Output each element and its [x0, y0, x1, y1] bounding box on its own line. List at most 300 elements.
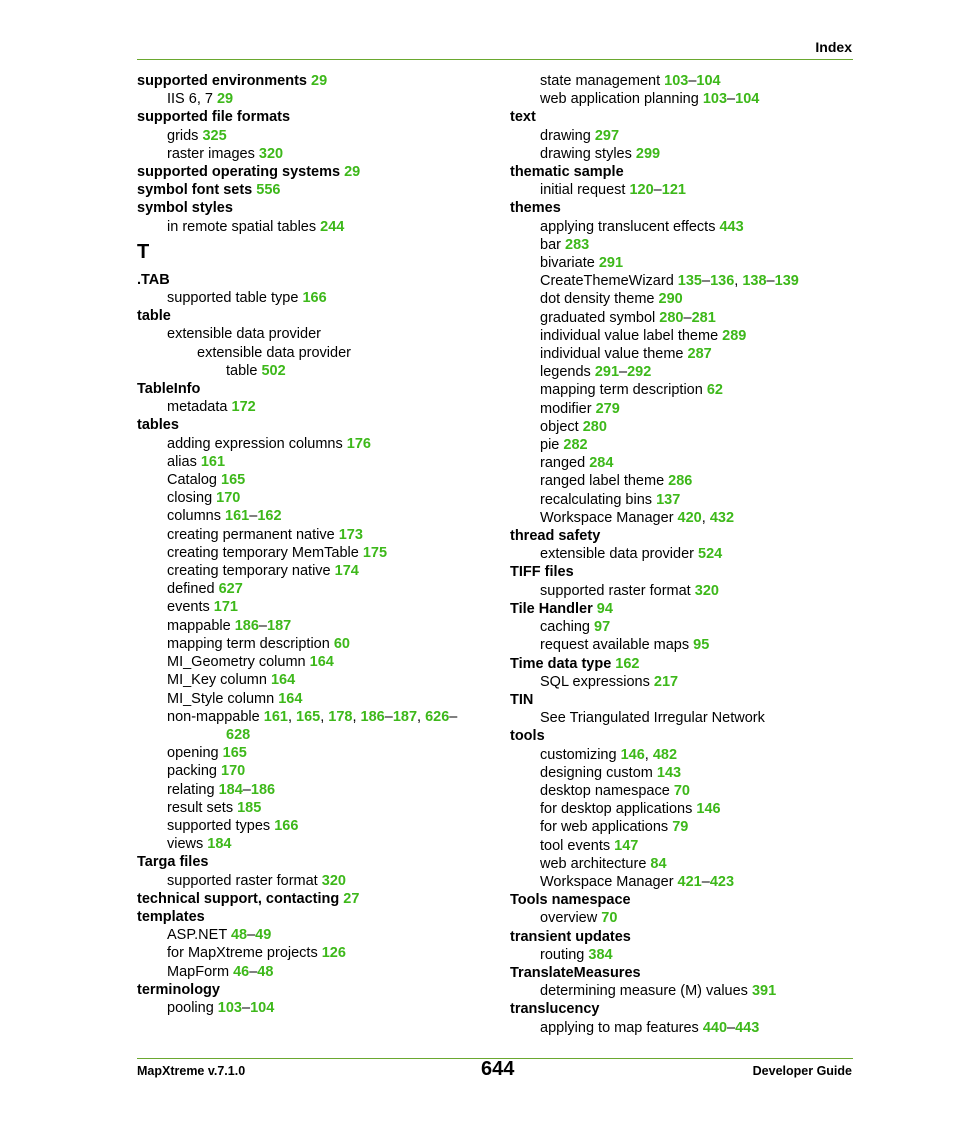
index-subentry — [510, 509, 853, 527]
page-link: 120 — [629, 182, 654, 199]
entry-term: MI_Key column — [167, 672, 271, 689]
index-subentry — [510, 145, 853, 163]
index-subentry — [137, 635, 497, 653]
index-subentry — [510, 345, 853, 363]
index-subentry — [137, 398, 497, 416]
entry-term: themes — [510, 200, 561, 217]
page-link: 104 — [735, 91, 760, 108]
range-dash: – — [653, 182, 662, 199]
entry-term: metadata — [167, 399, 232, 416]
index-subentry — [137, 544, 497, 562]
page-link: 286 — [668, 473, 693, 490]
page-link: 161 — [225, 508, 250, 525]
entry-term: creating permanent native — [167, 526, 339, 543]
entry-term: creating temporary MemTable — [167, 544, 363, 561]
page-link: 186 — [234, 617, 259, 634]
index-subentry — [510, 782, 853, 800]
entry-term: Time data type — [510, 655, 616, 672]
entry-term: request available maps — [540, 637, 694, 654]
page-link: 165 — [222, 745, 247, 762]
index-entry — [137, 853, 497, 871]
entry-term: Workspace Manager — [540, 509, 678, 526]
entry-term: supported table type — [167, 290, 303, 307]
page-link: 320 — [694, 582, 719, 599]
entry-term: templates — [137, 908, 205, 925]
page-link: 146 — [696, 801, 721, 818]
entry-term: columns — [167, 508, 226, 525]
page-link: 166 — [302, 290, 327, 307]
index-entry — [510, 563, 853, 581]
page-link: 137 — [656, 491, 681, 508]
page-link: 284 — [589, 455, 614, 472]
page-link: 126 — [321, 945, 346, 962]
index-subentry — [137, 835, 497, 853]
page-link: 29 — [344, 164, 361, 181]
page-link: 79 — [672, 819, 689, 836]
page-link: 84 — [650, 855, 667, 872]
entry-term: TIFF files — [510, 564, 574, 581]
index-subentry — [510, 454, 853, 472]
page-link: 217 — [653, 673, 679, 690]
index-entry — [510, 891, 853, 909]
index-entry — [137, 981, 497, 999]
entry-term: for MapXtreme projects — [167, 945, 322, 962]
page-link: 139 — [774, 273, 799, 290]
page-link: 170 — [221, 763, 246, 780]
entry-term: packing — [167, 763, 222, 780]
index-subentry — [510, 290, 853, 308]
page-link: 291 — [598, 255, 624, 272]
index-subentry — [510, 254, 853, 272]
page-link: 440 — [702, 1019, 728, 1036]
index-subentry — [137, 926, 497, 944]
entry-term: drawing styles — [540, 145, 636, 162]
index-entry — [510, 600, 853, 618]
entry-term: pie — [540, 437, 564, 454]
index-subentry — [137, 344, 497, 362]
index-subentry — [137, 799, 497, 817]
range-dash: – — [249, 508, 258, 525]
index-subentry — [510, 873, 853, 891]
index-subentry — [510, 327, 853, 345]
page-link: 104 — [250, 999, 275, 1016]
index-entry — [137, 108, 497, 126]
page-link: 95 — [693, 637, 710, 654]
page-link: 162 — [257, 508, 282, 525]
index-subentry — [137, 362, 497, 380]
separator: , — [287, 708, 297, 725]
index-subentry — [510, 309, 853, 327]
entry-term: bivariate — [540, 255, 599, 272]
entry-term: ASP.NET — [167, 927, 231, 944]
index-entry — [137, 163, 497, 181]
entry-term: ranged — [540, 455, 590, 472]
index-entry — [137, 199, 497, 217]
page-link: 49 — [255, 927, 272, 944]
page-link: 443 — [719, 218, 744, 235]
page-link: 384 — [588, 946, 613, 963]
entry-term: result sets — [167, 799, 238, 816]
index-entry — [137, 416, 497, 434]
entry-term: terminology — [137, 981, 220, 998]
entry-term: MI_Geometry column — [167, 654, 310, 671]
page-link: 121 — [661, 182, 686, 199]
entry-term: extensible data provider — [540, 546, 698, 563]
index-entry — [510, 964, 853, 982]
page-link: 280 — [582, 418, 607, 435]
entry-term: graduated symbol — [540, 309, 660, 326]
page-link: 170 — [216, 490, 241, 507]
entry-term: See Triangulated Irregular Network — [540, 710, 765, 727]
page-link: 244 — [320, 218, 345, 235]
index-entry — [137, 72, 497, 90]
page-link: 173 — [338, 526, 363, 543]
range-dash: – — [619, 364, 628, 381]
page-link: 138 — [742, 273, 767, 290]
index-subentry — [137, 453, 497, 471]
index-column-right — [510, 72, 853, 1037]
page-link: 136 — [710, 273, 735, 290]
index-subentry — [510, 127, 853, 145]
entry-term: events — [167, 599, 214, 616]
entry-term: dot density theme — [540, 291, 659, 308]
entry-term: drawing — [540, 127, 595, 144]
index-subentry — [137, 653, 497, 671]
page-link: 320 — [258, 145, 284, 162]
page-link: 161 — [263, 708, 288, 725]
entry-term: grids — [167, 127, 203, 144]
entry-term: web application planning — [540, 91, 703, 108]
index-subentry — [137, 435, 497, 453]
index-subentry — [510, 545, 853, 563]
separator: , — [352, 708, 361, 725]
page-link: 94 — [596, 600, 613, 617]
range-dash: – — [384, 708, 393, 725]
entry-term: Workspace Manager — [540, 873, 678, 890]
index-subentry — [137, 762, 497, 780]
entry-term: routing — [540, 946, 589, 963]
page-link: 172 — [231, 399, 256, 416]
entry-term: mapping term description — [167, 635, 334, 652]
index-subentry — [137, 598, 497, 616]
index-subentry — [510, 363, 853, 381]
index-subentry — [137, 944, 497, 962]
entry-term: technical support, contacting — [137, 890, 344, 907]
page-link: 48 — [257, 963, 274, 980]
index-subentry — [137, 325, 497, 343]
range-dash: – — [249, 963, 258, 980]
index-subentry — [137, 999, 497, 1017]
page-link: 165 — [221, 472, 246, 489]
range-dash: – — [242, 781, 251, 798]
page-link: 175 — [362, 544, 388, 561]
index-subentry — [137, 781, 497, 799]
page-link: 391 — [751, 983, 777, 1000]
entry-term: views — [167, 836, 208, 853]
entry-term: supported types — [167, 817, 275, 834]
page-link: 186 — [250, 781, 276, 798]
header-rule — [137, 59, 853, 60]
index-subentry — [510, 946, 853, 964]
page-link: 165 — [296, 708, 321, 725]
entry-term: Catalog — [167, 472, 222, 489]
entry-term: thematic sample — [510, 164, 624, 181]
entry-term: supported raster format — [167, 872, 322, 889]
page-link: 289 — [722, 327, 747, 344]
entry-term: raster images — [167, 145, 259, 162]
range-dash: – — [727, 91, 736, 108]
index-subentry — [510, 472, 853, 490]
index-subentry — [137, 744, 497, 762]
page-link: 103 — [664, 73, 689, 89]
index-subentry — [510, 673, 853, 691]
page-link: 187 — [267, 617, 292, 634]
entry-term: transient updates — [510, 928, 631, 945]
page-link: 556 — [256, 182, 281, 199]
separator: , — [320, 708, 329, 725]
entry-term: customizing — [540, 746, 621, 763]
page-link: 291 — [594, 364, 620, 381]
page-link: 27 — [343, 890, 360, 907]
entry-term: TranslateMeasures — [510, 964, 641, 981]
page-link: 143 — [656, 764, 682, 781]
page-link: 162 — [615, 655, 640, 672]
page-link: 70 — [601, 910, 618, 927]
entry-term: symbol styles — [137, 200, 233, 217]
index-entry — [137, 307, 497, 325]
index-subentry — [137, 580, 497, 598]
index-subentry — [510, 746, 853, 764]
entry-term: tool events — [540, 837, 615, 854]
page-link: 29 — [311, 73, 328, 89]
page-link: 281 — [691, 309, 716, 326]
entry-term: thread safety — [510, 528, 601, 545]
entry-term: closing — [167, 490, 217, 507]
entry-term: extensible data provider — [197, 344, 351, 361]
entry-term: recalculating bins — [540, 491, 657, 508]
index-entry — [510, 691, 853, 709]
range-dash: – — [242, 999, 251, 1016]
page-link: 502 — [261, 362, 286, 379]
page-link: 443 — [735, 1019, 760, 1036]
page-link: 325 — [202, 127, 227, 144]
page-link: 297 — [594, 127, 620, 144]
entry-term: Targa files — [137, 854, 209, 871]
index-subentry — [510, 381, 853, 399]
entry-term: adding expression columns — [167, 435, 347, 452]
page-link: 287 — [687, 346, 712, 363]
index-subentry — [137, 90, 497, 108]
index-entry — [510, 1000, 853, 1018]
page-link: 103 — [702, 91, 728, 108]
entry-term: non-mappable — [167, 708, 264, 725]
index-subentry — [137, 127, 497, 145]
entry-term: .TAB — [137, 271, 170, 288]
index-subentry — [510, 800, 853, 818]
entry-term: supported raster format — [540, 582, 695, 599]
page-link: 282 — [563, 437, 588, 454]
footer-page-number: 644 — [481, 1058, 515, 1080]
entry-term: supported file formats — [137, 109, 291, 126]
index-entry — [510, 108, 853, 126]
index-column-left — [137, 72, 497, 1017]
index-subentry — [510, 709, 853, 727]
range-dash: – — [247, 927, 256, 944]
separator: , — [417, 708, 426, 725]
page-link: 166 — [274, 817, 299, 834]
index-subentry — [510, 236, 853, 254]
index-subentry — [137, 963, 497, 981]
entry-term: bar — [540, 236, 565, 253]
index-entry — [137, 890, 497, 908]
index-subentry — [510, 982, 853, 1000]
page-link: 147 — [614, 837, 639, 854]
entry-term: MI_Style column — [167, 690, 279, 707]
page-link: 104 — [696, 73, 721, 89]
index-subentry — [510, 636, 853, 654]
page-link: 626 — [425, 708, 450, 725]
index-subentry — [137, 726, 497, 744]
entry-term: object — [540, 418, 583, 435]
index-subentry — [510, 764, 853, 782]
entry-term: TableInfo — [137, 381, 201, 398]
index-subentry — [137, 218, 497, 236]
range-dash: – — [258, 617, 267, 634]
entry-term: SQL expressions — [540, 673, 654, 690]
page-link: 420 — [677, 509, 702, 526]
entry-term: individual value label theme — [540, 327, 723, 344]
index-subentry — [510, 491, 853, 509]
index-subentry — [510, 837, 853, 855]
index-subentry — [510, 72, 853, 90]
entry-term: modifier — [540, 400, 596, 417]
range-dash: – — [727, 1019, 736, 1036]
page-link: 290 — [658, 291, 683, 308]
index-subentry — [137, 526, 497, 544]
header-title: Index — [815, 39, 852, 55]
range-dash: – — [449, 708, 458, 725]
page-link: 423 — [709, 873, 735, 890]
page-link: 283 — [565, 236, 590, 253]
entry-term: overview — [540, 910, 602, 927]
entry-term: pooling — [167, 999, 218, 1016]
index-subentry — [137, 708, 497, 726]
index-entry — [510, 163, 853, 181]
index-subentry — [510, 400, 853, 418]
index-subentry — [510, 818, 853, 836]
entry-term: creating temporary native — [167, 563, 335, 580]
index-subentry — [510, 618, 853, 636]
separator: , — [644, 746, 653, 763]
entry-term: mapping term description — [540, 382, 707, 399]
page-link: 176 — [346, 435, 371, 452]
index-subentry — [137, 145, 497, 163]
index-subentry — [510, 181, 853, 199]
page-link: 482 — [652, 746, 678, 763]
page-link: 60 — [333, 635, 350, 652]
entry-term: supported environments — [137, 73, 312, 89]
entry-term: alias — [167, 453, 201, 470]
page-link: 292 — [627, 364, 652, 381]
entry-term: in remote spatial tables — [167, 218, 321, 235]
range-dash: – — [683, 309, 692, 326]
page-link: 280 — [659, 309, 684, 326]
entry-term: individual value theme — [540, 346, 688, 363]
entry-term: opening — [167, 745, 223, 762]
index-entry — [137, 181, 497, 199]
page-link: 135 — [677, 273, 702, 290]
entry-term: tables — [137, 417, 179, 434]
index-subentry — [137, 471, 497, 489]
footer-product: MapXtreme v.7.1.0 — [137, 1064, 246, 1078]
page-link: 299 — [635, 145, 661, 162]
entry-term: Tools namespace — [510, 892, 631, 909]
entry-term: mappable — [167, 617, 235, 634]
page-link: 48 — [230, 927, 248, 944]
page-link: 46 — [233, 963, 250, 980]
page-link: 161 — [200, 453, 226, 470]
page-link: 184 — [207, 836, 232, 853]
separator: , — [701, 509, 710, 526]
page-link: 164 — [309, 654, 334, 671]
page-link: 279 — [595, 400, 620, 417]
index-entry — [510, 727, 853, 745]
page-link: 62 — [706, 382, 723, 399]
range-dash: – — [702, 273, 711, 290]
range-dash: – — [766, 273, 775, 290]
entry-term: table — [226, 362, 262, 379]
index-entry — [510, 655, 853, 673]
index-entry — [510, 527, 853, 545]
entry-term: applying translucent effects — [540, 218, 720, 235]
page-link: 97 — [594, 619, 611, 636]
index-subentry — [510, 272, 853, 290]
index-subentry — [137, 617, 497, 635]
index-subentry — [137, 872, 497, 890]
index-subentry — [137, 690, 497, 708]
index-subentry — [510, 90, 853, 108]
entry-term: relating — [167, 781, 219, 798]
entry-term: for desktop applications — [540, 801, 697, 818]
entry-term: desktop namespace — [540, 782, 674, 799]
index-entry — [510, 199, 853, 217]
index-entry — [137, 380, 497, 398]
index-subentry — [137, 289, 497, 307]
page-link: 187 — [392, 708, 418, 725]
entry-term: for web applications — [540, 819, 673, 836]
entry-term: initial request — [540, 182, 630, 199]
index-subentry — [137, 562, 497, 580]
entry-term: determining measure (M) values — [540, 983, 752, 1000]
range-dash: – — [688, 73, 697, 89]
page-link: 29 — [216, 91, 234, 108]
index-subentry — [137, 489, 497, 507]
entry-term: legends — [540, 364, 595, 381]
page-link: 184 — [218, 781, 243, 798]
index-subentry — [510, 909, 853, 927]
page-link: 164 — [278, 690, 303, 707]
index-subentry — [510, 418, 853, 436]
entry-term: designing custom — [540, 764, 657, 781]
index-subentry — [510, 436, 853, 454]
index-subentry — [510, 855, 853, 873]
entry-term: tools — [510, 728, 545, 745]
index-subentry — [137, 671, 497, 689]
entry-term: Tile Handler — [510, 600, 597, 617]
page-link: 103 — [217, 999, 242, 1016]
entry-term: translucency — [510, 1001, 600, 1018]
page-link: 432 — [709, 509, 735, 526]
